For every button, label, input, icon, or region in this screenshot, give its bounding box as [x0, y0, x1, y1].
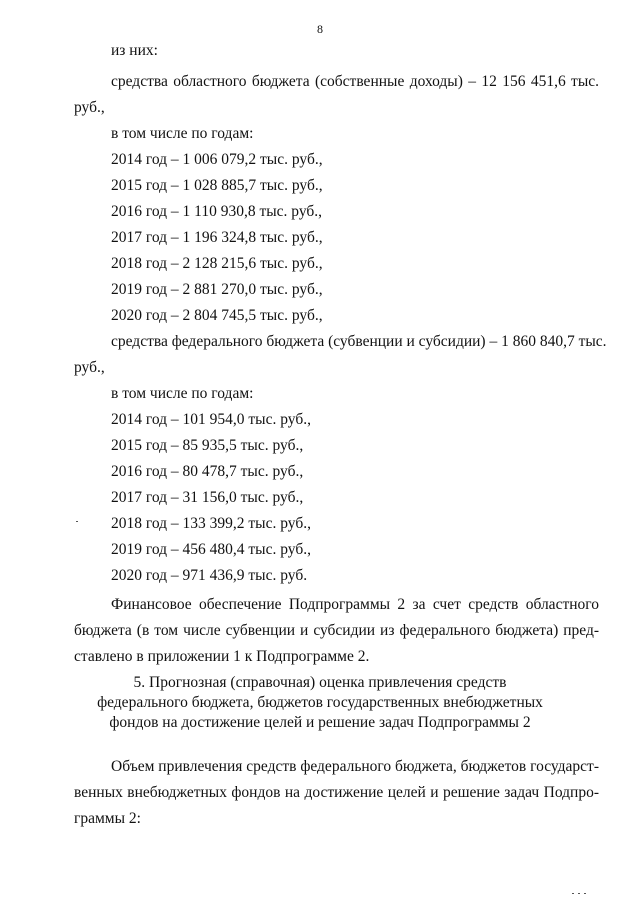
regional-year-2019: 2019 год – 2 881 270,0 тыс. руб.,: [111, 281, 323, 298]
regional-year-2015: 2015 год – 1 028 885,7 тыс. руб.,: [111, 177, 323, 194]
page-number: 8: [317, 22, 323, 36]
regional-year-2016: 2016 год – 1 110 930,8 тыс. руб.,: [111, 203, 323, 220]
regional-year-2017: 2017 год – 1 196 324,8 тыс. руб.,: [111, 229, 323, 246]
federal-year-2014: 2014 год – 101 954,0 тыс. руб.,: [111, 411, 311, 428]
federal-year-2018: 2018 год – 133 399,2 тыс. руб.,: [111, 515, 311, 532]
regional-year-2014: 2014 год – 1 006 079,2 тыс. руб.,: [111, 151, 323, 168]
financing-line2: бюджета (в том числе субвенции и субсидии из федерального бюджета) пред-: [74, 622, 599, 639]
regional-year-2020: 2020 год – 2 804 745,5 тыс. руб.,: [111, 307, 323, 324]
section-paragraph-line3: граммы 2:: [74, 810, 141, 827]
federal-year-2016: 2016 год – 80 478,7 тыс. руб.,: [111, 463, 304, 480]
federal-budget-line2: руб.,: [74, 359, 105, 376]
scan-speck: [578, 893, 580, 894]
intro-text: из них:: [111, 42, 158, 59]
scan-speck: [584, 893, 586, 894]
regional-year-2018: 2018 год – 2 128 215,6 тыс. руб.,: [111, 255, 323, 272]
federal-by-years: в том числе по годам:: [111, 385, 254, 402]
federal-budget-line1: средства федерального бюджета (субвенции и субсидии) – 1 860 840,7 тыс.: [111, 333, 607, 350]
federal-year-2017: 2017 год – 31 156,0 тыс. руб.,: [111, 489, 304, 506]
regional-by-years: в том числе по годам:: [111, 125, 254, 142]
financing-line1: Финансовое обеспечение Подпрограммы 2 за счет средств областного: [111, 596, 599, 613]
section-paragraph-line2: венных внебюджетных фондов на достижение целей и решение задач Подпро-: [74, 784, 599, 801]
federal-year-2019: 2019 год – 456 480,4 тыс. руб.,: [111, 541, 311, 558]
federal-year-2020: 2020 год – 971 436,9 тыс. руб.: [111, 567, 308, 584]
federal-year-2015: 2015 год – 85 935,5 тыс. руб.,: [111, 437, 304, 454]
scan-speck: [76, 521, 78, 522]
financing-line3: ставлено в приложении 1 к Подпрограмме 2.: [74, 648, 370, 665]
scan-speck: [572, 893, 574, 894]
section-heading-line1: 5. Прогнозная (справочная) оценка привлечения средств: [133, 674, 507, 691]
section-heading-line3: фондов на достижение целей и решение задач Подпрограммы 2: [109, 714, 531, 731]
section-paragraph-line1: Объем привлечения средств федерального бюджета, бюджетов государст-: [111, 758, 599, 775]
regional-budget-line2: руб.,: [74, 99, 105, 116]
section-heading-line2: федерального бюджета, бюджетов государственных внебюджетных: [97, 694, 543, 711]
regional-budget-line1: средства областного бюджета (собственные доходы) – 12 156 451,6 тыс.: [111, 73, 599, 90]
